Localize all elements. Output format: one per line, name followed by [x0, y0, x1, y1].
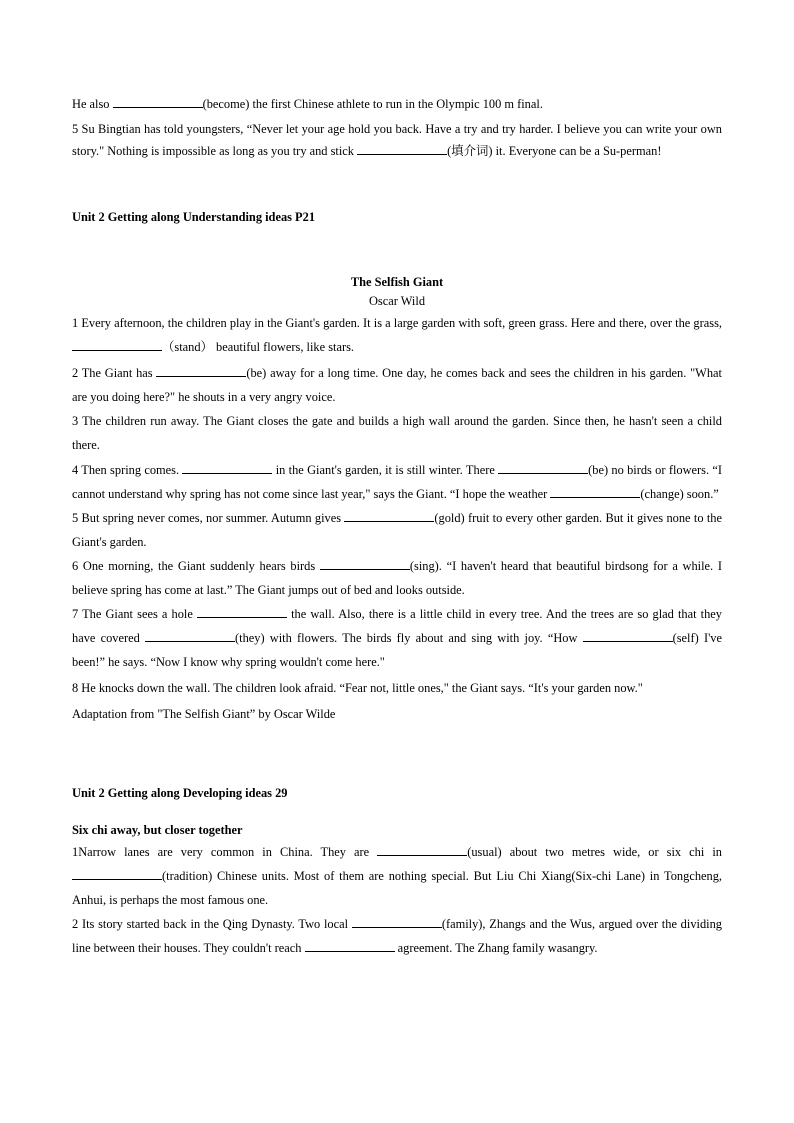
answer-blank[interactable] — [72, 865, 162, 880]
text: agreement. The Zhang family wasangry. — [394, 941, 598, 955]
text: 1 Every afternoon, the children play in the Giant's garden. It is a large garden with soft, green grass. Here and there, over the grass, — [72, 316, 722, 330]
text: (be) no birds or flowers. “I cannot understand why spring has not come since last year," says the Giant. “I hope the weather — [72, 463, 723, 501]
paragraph-4 — [72, 458, 722, 506]
paragraph-3: 3 The children run away. The Giant closes the gate and builds a high wall around the garden. Since then, he hasn't seen a child there. — [72, 414, 722, 452]
paragraph-8: 8 He knocks down the wall. The children look afraid. “Fear not, little ones," the Giant says. “It's your garden now." — [72, 681, 643, 695]
paragraph — [72, 92, 722, 116]
text: (family), Zhangs and the Wus, argued over the dividing line between their houses. They couldn't reach — [72, 917, 722, 955]
text: 2 Its story started back in the Qing Dynasty. Two local — [72, 917, 352, 931]
text: He also — [72, 97, 113, 111]
answer-blank[interactable] — [377, 841, 467, 856]
paragraph-7 — [72, 602, 722, 674]
answer-blank[interactable] — [156, 362, 246, 377]
text: 5 Su Bingtian has told youngsters, “Never let your age hold you back. Have a try and try harder. I believe you can write your own story." Nothing is impossible as long as you try and stick — [72, 122, 722, 158]
text: (self) I've been!” he says. “Now I know why spring wouldn't come here." — [72, 631, 723, 669]
answer-blank[interactable] — [357, 140, 447, 155]
text: (become) the first Chinese athlete to run in the Olympic 100 m final. — [202, 97, 543, 111]
paragraph-1 — [72, 311, 722, 359]
paragraph-6 — [72, 554, 722, 602]
adaptation-note: Adaptation from "The Selfish Giant” by Oscar Wilde — [72, 707, 336, 721]
answer-blank[interactable] — [344, 507, 434, 522]
answer-blank[interactable] — [197, 603, 287, 618]
story-title: The Selfish Giant — [350, 275, 444, 289]
text: the wall. Also, there is a little child in every tree. And the trees are so glad that they have covered — [72, 607, 722, 645]
answer-blank[interactable] — [182, 459, 272, 474]
story-author: Oscar Wild — [368, 294, 426, 308]
text: (填介词) it. Everyone can be a Su-perman! — [447, 144, 662, 158]
section-subheading: Six chi away, but closer together — [72, 823, 243, 837]
text: (be) away for a long time. One day, he comes back and sees the children in his garden. "What are you doing here?" he shouts in a very angry voice. — [72, 366, 722, 404]
answer-blank[interactable] — [352, 913, 442, 928]
text: in the Giant's garden, it is still winter. There — [272, 463, 499, 477]
text: (change) soon.” — [640, 487, 719, 501]
answer-blank[interactable] — [305, 937, 395, 952]
text: 7 The Giant sees a hole — [72, 607, 197, 621]
text: (usual) about two metres wide, or six chi in — [467, 845, 722, 859]
text: （stand） beautiful flowers, like stars. — [162, 340, 355, 354]
paragraph-5b — [72, 506, 722, 554]
unit-heading: Unit 2 Getting along Developing ideas 29 — [72, 786, 288, 800]
text: (gold) fruit to every other garden. But it gives none to the Giant's garden. — [72, 511, 722, 549]
text: 5 But spring never comes, nor summer. Autumn gives — [72, 511, 345, 525]
text: (tradition) Chinese units. Most of them are nothing special. But Liu Chi Xiang(Six-chi Lane) in Tongcheng, Anhui, is perhaps the most famous one. — [72, 869, 722, 907]
text: (sing). “I haven't heard that beautiful birdsong for a while. I believe spring has come at last.” The Giant jumps out of bed and looks outside. — [72, 559, 722, 597]
answer-blank[interactable] — [320, 555, 410, 570]
answer-blank[interactable] — [498, 459, 588, 474]
text: 4 Then spring comes. — [72, 463, 183, 477]
paragraph-5 — [72, 119, 722, 162]
answer-blank[interactable] — [550, 483, 640, 498]
answer-blank[interactable] — [583, 627, 673, 642]
text: (they) with flowers. The birds fly about and sing with joy. “How — [235, 631, 583, 645]
paragraph-2 — [72, 912, 722, 960]
unit-heading: Unit 2 Getting along Understanding ideas P21 — [72, 210, 316, 224]
text: 1Narrow lanes are very common in China. They are — [72, 845, 378, 859]
text: 2 The Giant has — [72, 366, 157, 380]
paragraph-2 — [72, 361, 722, 409]
answer-blank[interactable] — [72, 336, 162, 351]
answer-blank[interactable] — [113, 93, 203, 108]
paragraph-1 — [72, 840, 722, 912]
answer-blank[interactable] — [145, 627, 235, 642]
text: 6 One morning, the Giant suddenly hears birds — [72, 559, 320, 573]
worksheet-page — [72, 92, 722, 960]
